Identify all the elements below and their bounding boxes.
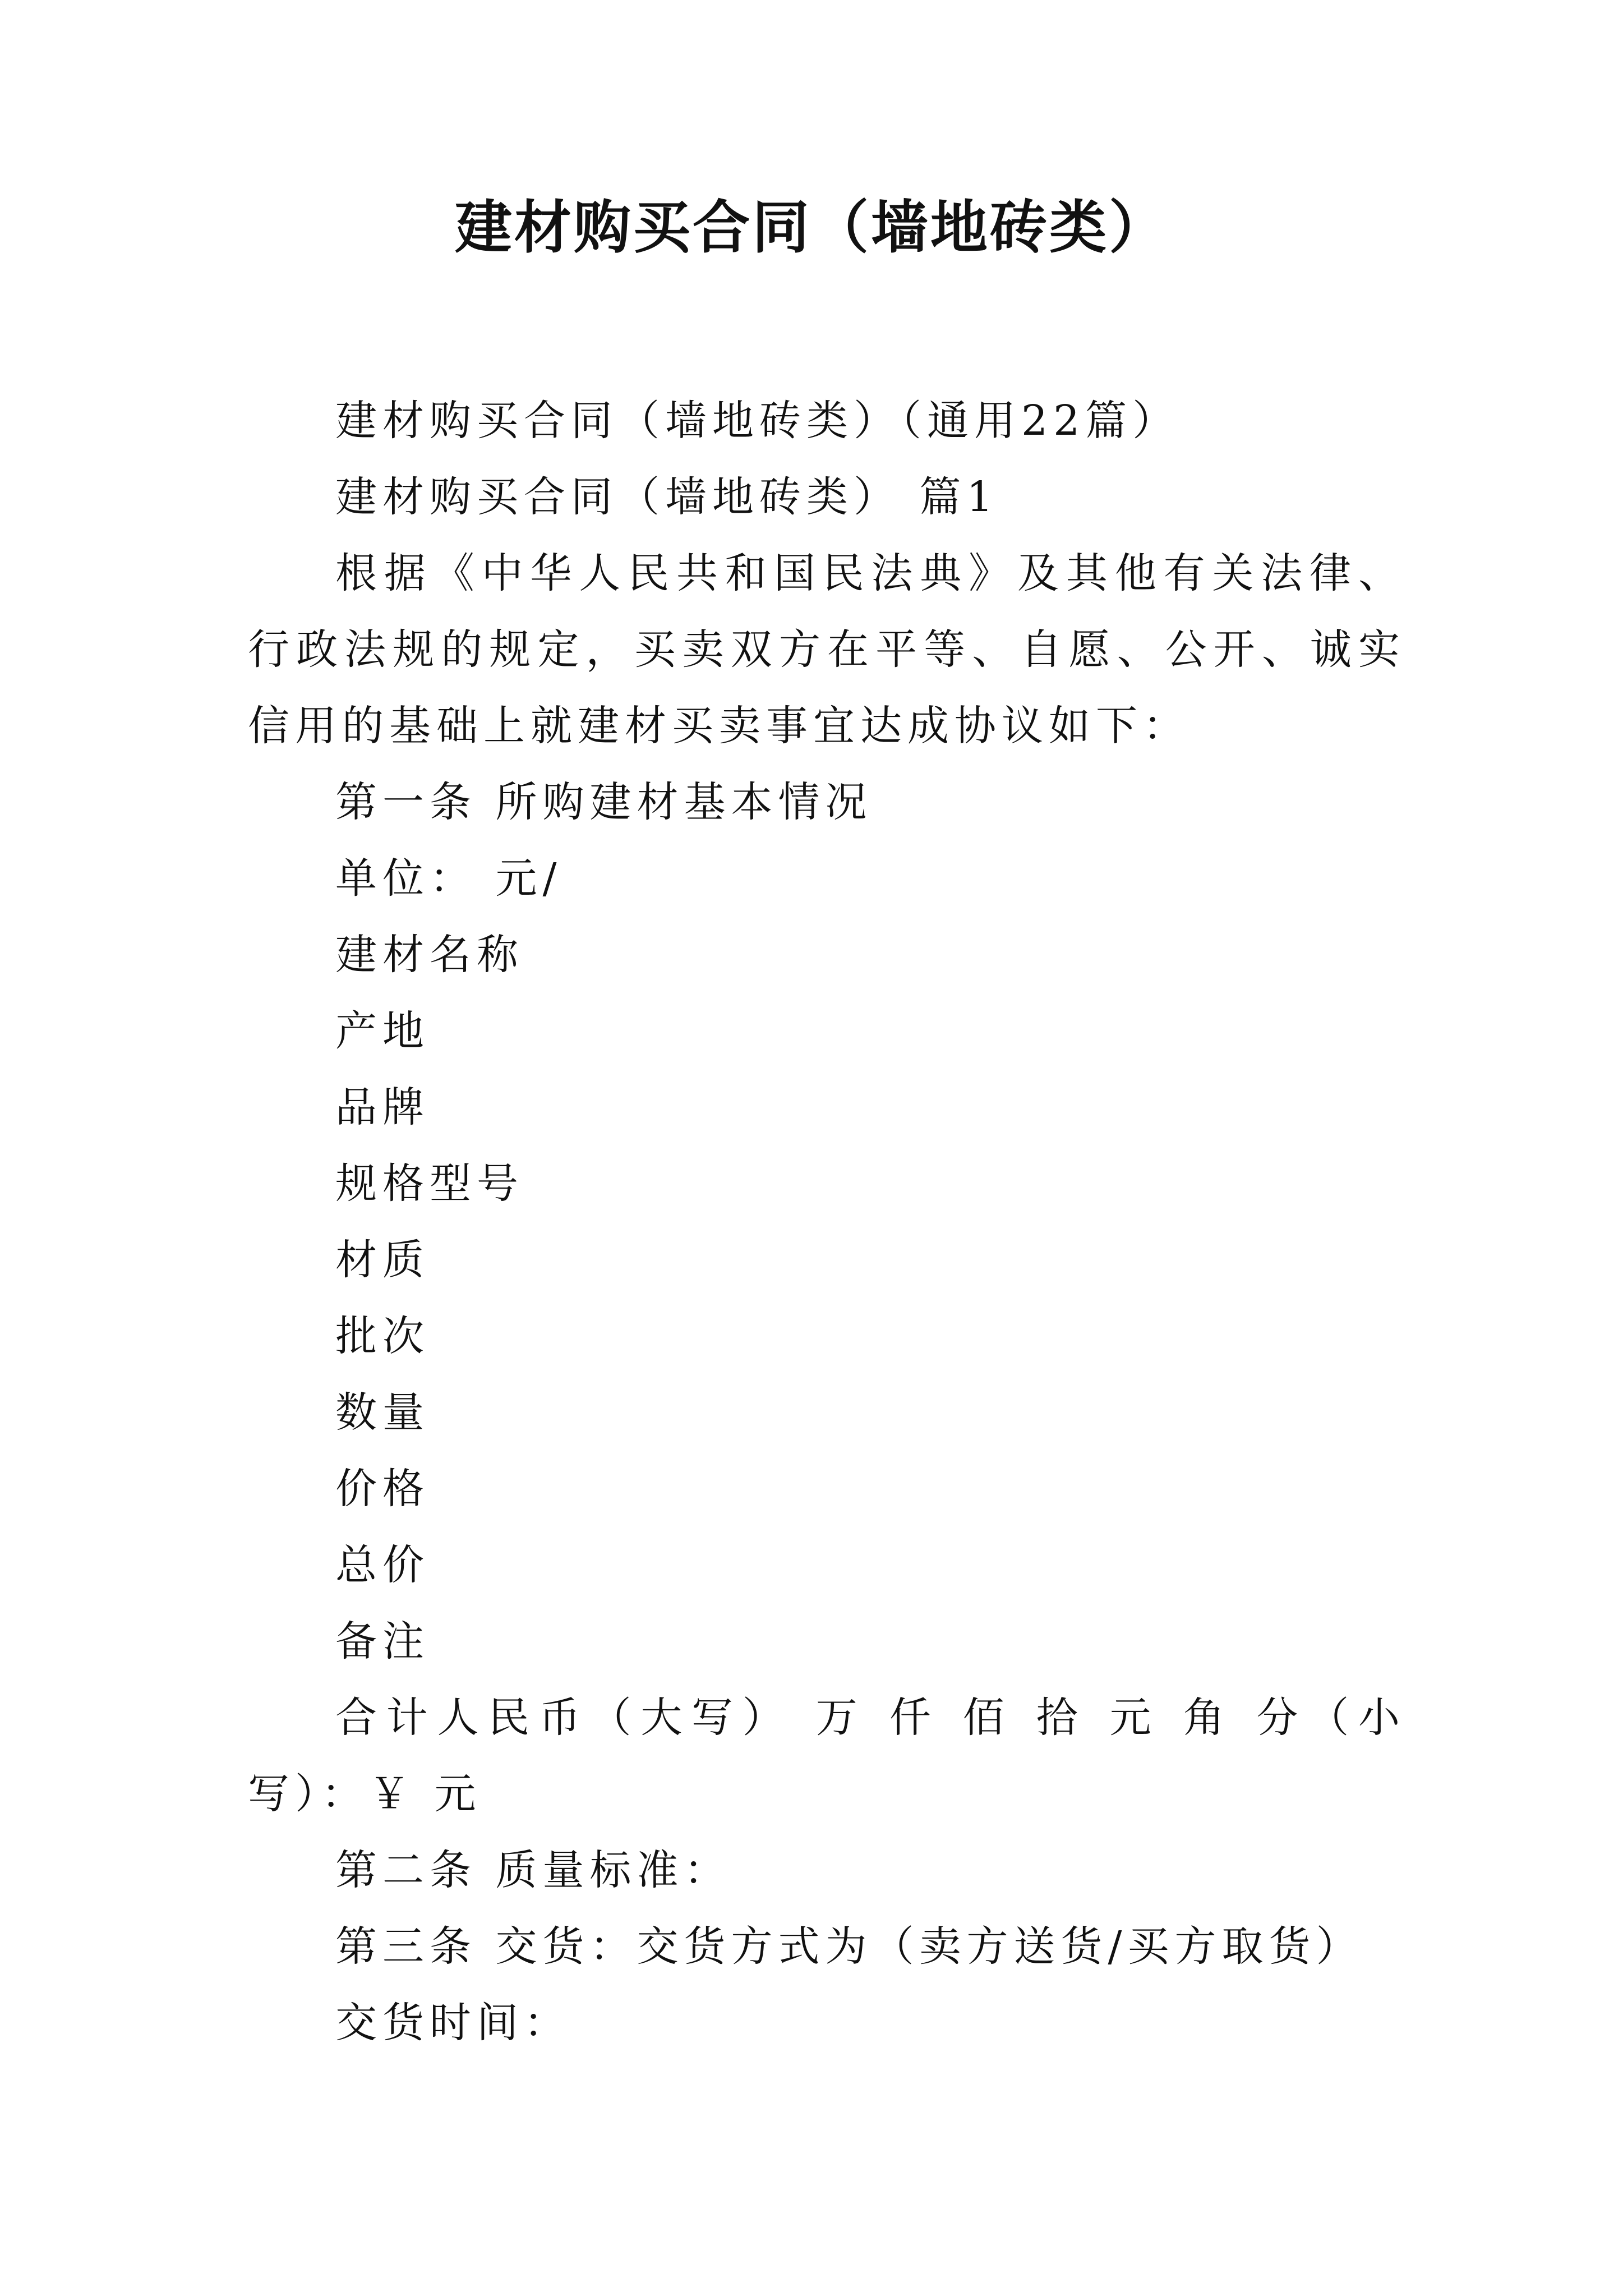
paragraph-field-origin: 产地 (335, 1007, 430, 1055)
paragraph-article-2: 第二条 质量标准： (335, 1846, 731, 1894)
paragraph-chapter-heading: 建材购买合同（墙地砖类） 篇1 (335, 473, 999, 521)
paragraph-unit: 单位： 元/ (335, 854, 562, 903)
paragraph-field-price: 价格 (335, 1465, 430, 1513)
paragraph-field-quantity: 数量 (335, 1388, 430, 1437)
paragraph-field-remark: 备注 (335, 1617, 430, 1665)
paragraph-article-1: 第一条 所购建材基本情况 (335, 778, 873, 826)
document-body (248, 383, 1405, 2061)
paragraph-field-model: 规格型号 (335, 1159, 524, 1208)
paragraph-preamble: 根据《中华人民共和国民法典》及其他有关法律、行政法规的规定，买卖双方在平等、自愿、公开、诚实信用的基础上就建材买卖事宜达成协议如下： (248, 549, 1405, 750)
paragraph-field-total: 总价 (335, 1541, 430, 1589)
paragraph-total-amount: 合计人民币（大写） 万 仟 佰 拾 元 角 分（小写）：￥ 元 (248, 1694, 1405, 1818)
paragraph-delivery-time: 交货时间： (335, 1999, 571, 2047)
paragraph-field-name: 建材名称 (335, 931, 524, 979)
paragraph-field-brand: 品牌 (335, 1083, 430, 1131)
paragraph-article-3: 第三条 交货：交货方式为（卖方送货/买方取货） (335, 1922, 1363, 1971)
paragraph-subtitle: 建材购买合同（墙地砖类）（通用22篇） (335, 397, 1180, 445)
paragraph-field-material: 材质 (335, 1236, 430, 1284)
paragraph-field-batch: 批次 (335, 1312, 430, 1360)
document-title: 建材购买合同（墙地砖类） (455, 194, 1168, 261)
